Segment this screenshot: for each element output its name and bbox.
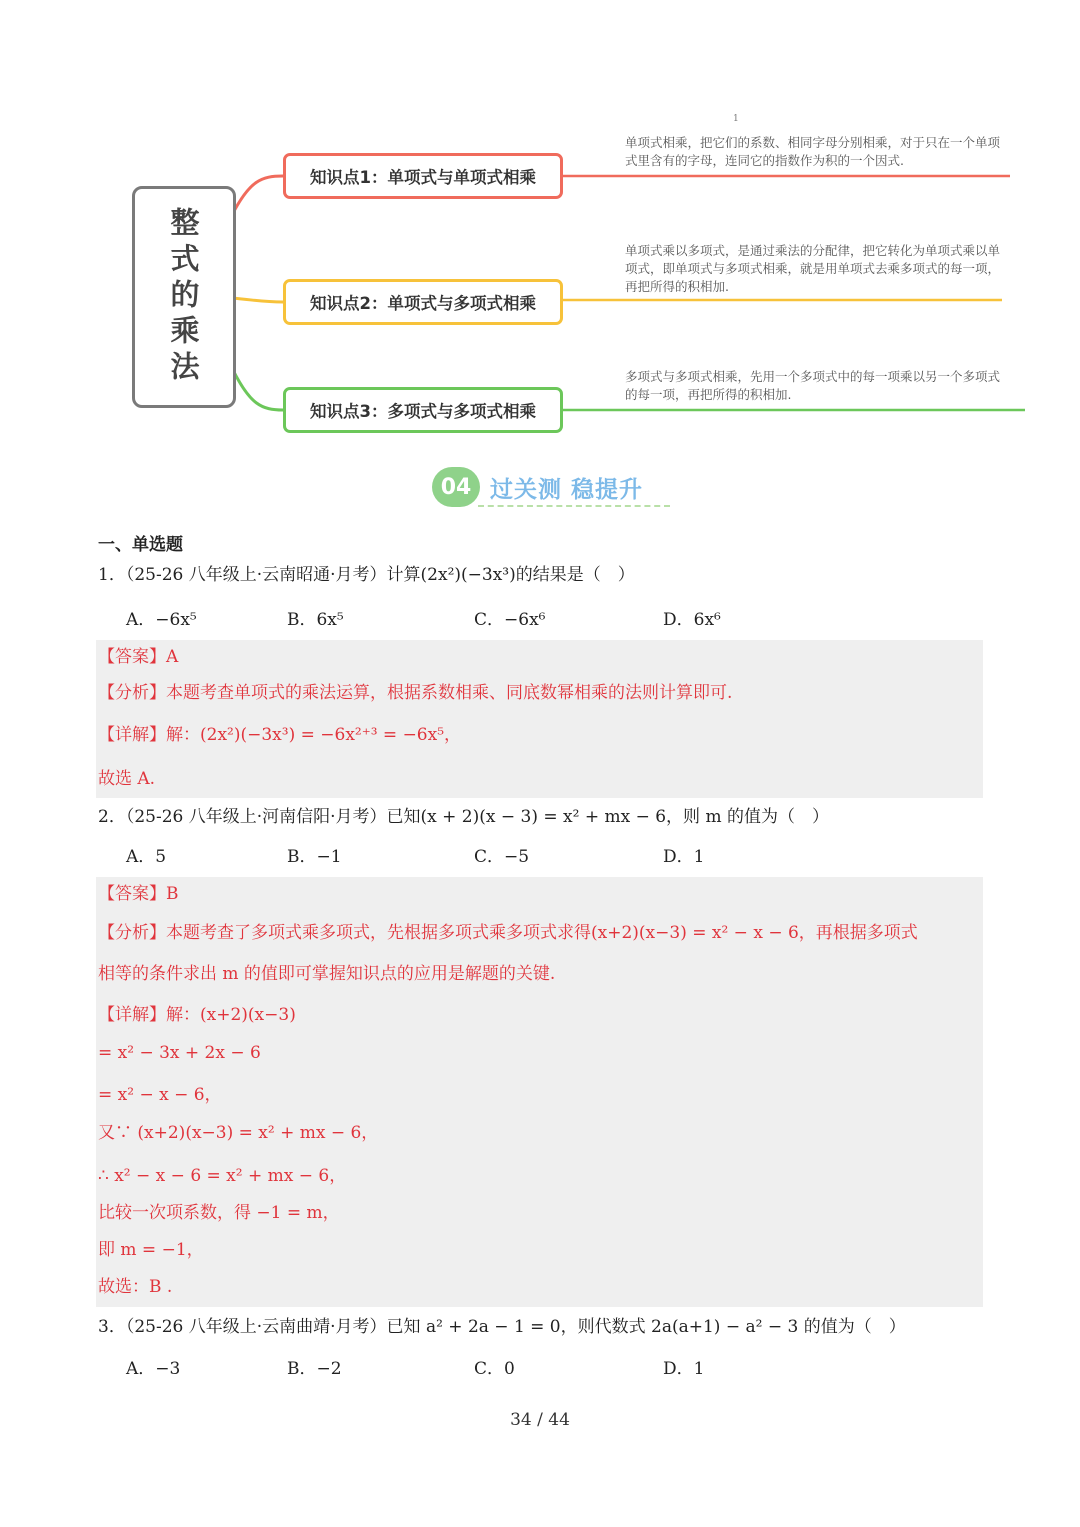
page-mark: 1 (733, 114, 739, 124)
question-2-detail-line-5: ∴ x² − x − 6 = x² + mx − 6， (98, 1166, 347, 1186)
knowledge-desc-2: 单项式乘以多项式，是通过乘法的分配律，把它转化为单项式乘以单项式，即单项式与多项式相乘，就是用单项式去乘多项式的每一项，再把所得的积相加. (625, 243, 1001, 294)
question-2-option-b: B．−1 (287, 847, 342, 867)
question-2-detail-line-4: 又∵ (x+2)(x−3) = x² + mx − 6， (98, 1123, 379, 1143)
section-heading: 一、单选题 (98, 535, 183, 555)
question-2-stem: 2．（25-26 八年级上·河南信阳·月考）已知(x + 2)(x − 3) = x² + mx − 6，则 m 的值为（ ） (98, 807, 829, 827)
question-2-answer: 【答案】B (98, 884, 179, 904)
question-2-detail-line-1: 【详解】解：(x+2)(x−3) (98, 1005, 296, 1025)
knowledge-node-3-label: 知识点3：多项式与多项式相乘 (310, 402, 536, 421)
knowledge-desc-1: 单项式相乘，把它们的系数、相同字母分别相乘，对于只在一个单项式里含有的字母，连同它的指数作为积的一个因式. (625, 135, 1001, 168)
knowledge-node-2 (283, 279, 563, 325)
question-1-option-d: D．6x⁶ (663, 610, 721, 630)
question-1-conclusion: 故选 A. (98, 769, 156, 789)
question-1-option-a: A．−6x⁵ (126, 610, 197, 630)
question-2-option-c: C．−5 (474, 847, 530, 867)
section-badge: 04 (432, 467, 480, 507)
question-3-option-c: C．0 (474, 1359, 515, 1379)
question-1-answer: 【答案】A (98, 647, 179, 667)
knowledge-node-1 (283, 153, 563, 199)
page-number: 34 / 44 (510, 1410, 570, 1430)
question-1-option-b: B．6x⁵ (287, 610, 344, 630)
knowledge-node-1-label: 知识点1：单项式与单项式相乘 (310, 168, 536, 187)
question-3-stem: 3．（25-26 八年级上·云南曲靖·月考）已知 a² + 2a − 1 = 0，则代数式 2a(a+1) − a² − 3 的值为（ ） (98, 1317, 906, 1337)
question-2-analysis-line-2: 相等的条件求出 m 的值即可掌握知识点的应用是解题的关键. (98, 964, 556, 984)
mind-map (0, 0, 1080, 460)
question-2-detail-line-6: 比较一次项系数，得 −1 = m， (98, 1203, 340, 1223)
question-3-option-b: B．−2 (287, 1359, 342, 1379)
question-2-conclusion: 故选：B . (98, 1277, 173, 1297)
question-2-option-d: D．1 (663, 847, 705, 867)
question-2-option-a: A．5 (126, 847, 167, 867)
question-1-option-c: C．−6x⁶ (474, 610, 546, 630)
knowledge-node-3 (283, 387, 563, 433)
mind-map-root (132, 186, 236, 408)
knowledge-node-2-label: 知识点2：单项式与多项式相乘 (310, 294, 536, 313)
question-2-detail-line-7: 即 m = −1， (98, 1240, 204, 1260)
question-1-stem: 1．（25-26 八年级上·云南昭通·月考）计算(2x²)(−3x³)的结果是（ ） (98, 565, 635, 585)
question-2-detail-line-3: = x² − x − 6， (98, 1085, 222, 1105)
question-2-detail-line-2: = x² − 3x + 2x − 6 (98, 1043, 261, 1063)
banner-underline (478, 505, 670, 507)
question-2-analysis-line-1: 【分析】本题考查了多项式乘多项式，先根据多项式乘多项式求得(x+2)(x−3) = x² − x − 6，再根据多项式 (98, 923, 918, 943)
section-title: 过关测 稳提升 (490, 476, 644, 503)
mind-map-root-label: 整式的乘法 (166, 207, 201, 387)
question-3-option-d: D．1 (663, 1359, 705, 1379)
question-1-answer-box (96, 640, 983, 798)
knowledge-desc-3: 多项式与多项式相乘，先用一个多项式中的每一项乘以另一个多项式的每一项，再把所得的积相加. (625, 369, 1001, 402)
question-1-detail: 【详解】解：(2x²)(−3x³) = −6x²⁺³ = −6x⁵， (98, 725, 462, 745)
question-1-analysis: 【分析】本题考查单项式的乘法运算，根据系数相乘、同底数幂相乘的法则计算即可. (98, 683, 733, 703)
question-3-option-a: A．−3 (126, 1359, 181, 1379)
